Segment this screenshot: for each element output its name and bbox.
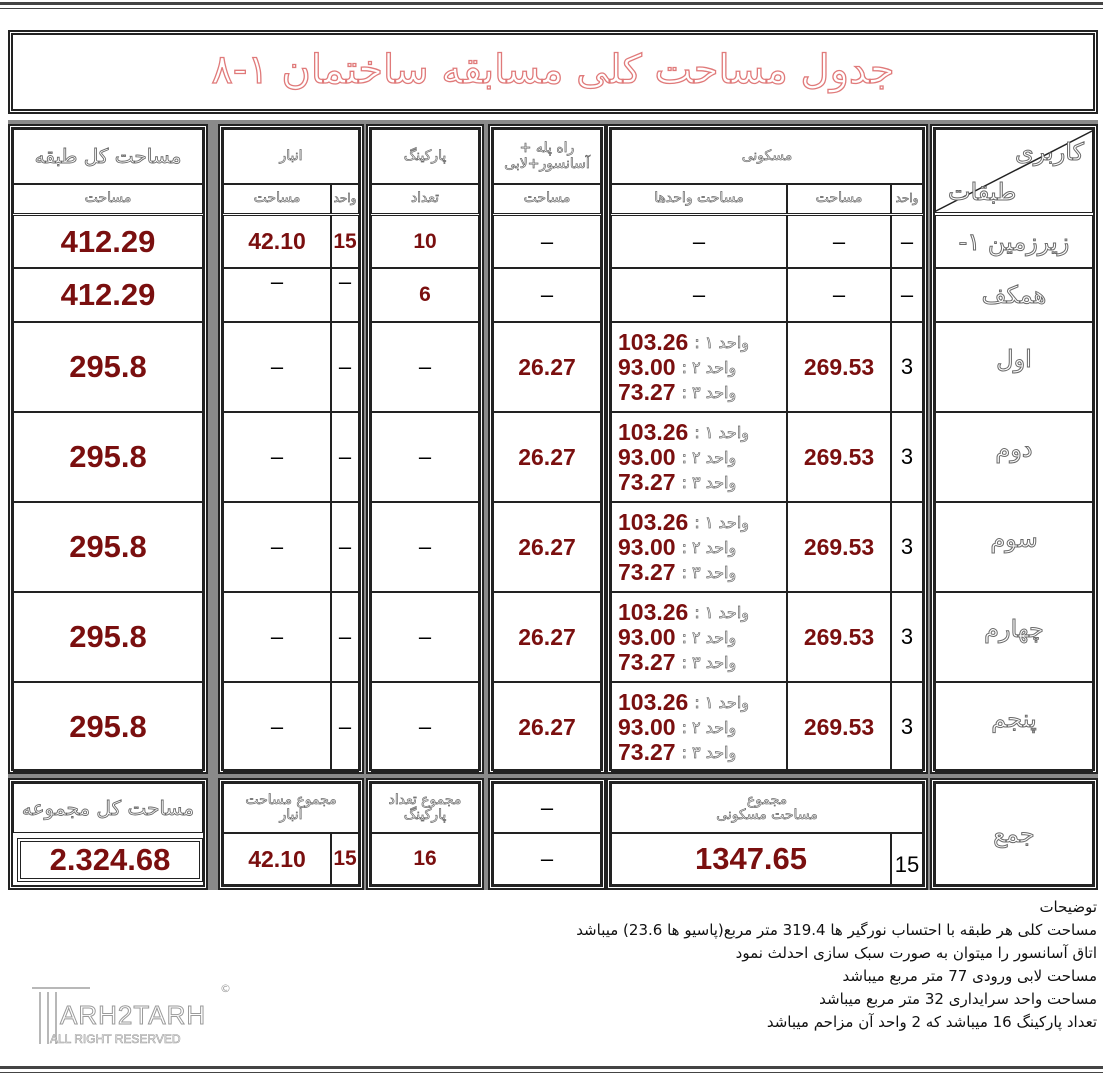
row-floor-cell	[935, 215, 1093, 268]
header-parking	[371, 129, 479, 184]
notes-section	[397, 896, 1097, 1034]
unit-area-label: واحد ۲ :	[681, 537, 737, 557]
totals-res-area: 1347.65	[694, 841, 808, 876]
unit-area-label: واحد ۱ :	[694, 692, 749, 712]
row-stair-cell	[493, 215, 601, 268]
totals-res-area-cell	[611, 833, 891, 885]
header-storage-label: انبار	[279, 147, 303, 164]
totals-storage-area: 42.10	[248, 845, 306, 872]
subheader-units-label: واحد	[895, 191, 919, 206]
subheader-total-area	[13, 184, 203, 214]
row-storage-units-cell	[331, 412, 359, 502]
row-units: 3	[900, 534, 914, 559]
totals-res-label: مجموع مساحت مسکونی	[716, 791, 818, 823]
row-res-area-cell	[787, 592, 891, 682]
row-total-cell	[13, 322, 203, 412]
subheader-unit-areas-label: مساحت واحدها	[654, 190, 744, 207]
row-storage-area: –	[270, 534, 284, 559]
totals-total-label-cell	[13, 783, 203, 833]
unit-area-label: واحد ۳ :	[681, 562, 737, 582]
subheader-stair-area	[493, 184, 601, 214]
header-residential	[611, 129, 923, 184]
row-unit-areas-cell	[611, 215, 787, 268]
unit-area-line	[618, 715, 736, 740]
row-stair-cell	[493, 268, 601, 322]
row-res-area: 269.53	[803, 713, 875, 740]
row-units: 3	[900, 354, 914, 379]
row-units-cell	[891, 592, 923, 682]
totals-storage-label-cell	[223, 783, 359, 833]
row-unit-areas: –	[692, 282, 706, 307]
unit-area-value: 103.26	[618, 508, 689, 535]
row-floor-label: همکف	[981, 281, 1047, 309]
totals-storage-label: مجموع مساحت انبار	[245, 791, 337, 823]
subheader-storage-units-label: واحد	[333, 191, 357, 206]
grand-total-cell	[17, 838, 203, 882]
row-parking: 6	[419, 283, 431, 306]
row-storage-area-cell	[223, 322, 331, 412]
copyright-icon: ©	[220, 982, 231, 995]
unit-area-label: واحد ۳ :	[681, 742, 737, 762]
header-parking-label: پارکینگ	[403, 147, 447, 164]
row-units: –	[900, 282, 914, 307]
row-res-area-cell	[787, 268, 891, 322]
unit-area-label: واحد ۳ :	[681, 382, 737, 402]
row-res-area-cell	[787, 215, 891, 268]
row-units-cell	[891, 268, 923, 322]
row-total-cell	[13, 682, 203, 772]
row-total-cell	[13, 412, 203, 502]
row-stair-cell	[493, 682, 601, 772]
totals-parking: 16	[413, 847, 437, 870]
row-storage-area: 42.10	[248, 228, 306, 254]
row-unit-areas-cell	[611, 322, 787, 412]
top-border-line	[0, 2, 1103, 5]
row-floor-cell	[935, 682, 1093, 772]
totals-res-label-cell	[611, 783, 923, 833]
totals-parking-cell	[371, 833, 479, 885]
subheader-total-area-label: مساحت	[84, 190, 132, 207]
unit-area-label: واحد ۱ :	[694, 512, 749, 532]
note-line: مساحت لابی ورودی 77 متر مربع میباشد	[842, 967, 1097, 985]
row-parking-cell	[371, 322, 479, 412]
header-storage	[223, 129, 359, 184]
title-box	[8, 30, 1098, 114]
row-storage-area: –	[270, 624, 284, 649]
unit-area-line	[618, 600, 749, 625]
row-unit-areas: –	[692, 228, 706, 254]
row-storage-units-cell	[331, 592, 359, 682]
row-stair: –	[540, 228, 554, 254]
totals-storage-area-cell	[223, 833, 331, 885]
unit-area-value: 103.26	[618, 688, 689, 715]
note-line: مساحت کلی هر طبقه با احتساب نورگیر ها 319.4 متر مربع(پاسیو ها 23.6) میباشد	[576, 921, 1097, 939]
unit-area-value: 73.27	[618, 648, 676, 675]
subheader-stair-area-label: مساحت	[523, 190, 571, 207]
row-total-value: 295.8	[69, 529, 147, 564]
row-storage-area: –	[270, 444, 284, 469]
row-stair: 26.27	[518, 353, 576, 380]
row-stair-cell	[493, 502, 601, 592]
row-storage-area-cell	[223, 215, 331, 268]
grand-total-value: 2.324.68	[49, 842, 171, 877]
header-usage-label: کاربری	[1015, 138, 1085, 166]
totals-stair: –	[540, 846, 554, 871]
row-parking: 10	[413, 229, 437, 253]
unit-area-value: 73.27	[618, 468, 676, 495]
notes-heading: توضیحات	[1039, 898, 1097, 916]
row-total-cell	[13, 592, 203, 682]
unit-area-line	[618, 470, 736, 495]
header-total-floor-label: مساحت کل طبقه	[34, 144, 182, 168]
row-total-cell	[13, 268, 203, 322]
row-parking: –	[418, 444, 432, 469]
unit-area-line	[618, 535, 736, 560]
row-storage-units-cell	[331, 215, 359, 268]
unit-area-label: واحد ۱ :	[694, 602, 749, 622]
row-units: 3	[900, 444, 914, 469]
row-parking-cell	[371, 268, 479, 322]
row-units-cell	[891, 322, 923, 412]
row-storage-units-cell	[331, 322, 359, 412]
row-stair: 26.27	[518, 713, 576, 740]
unit-area-line	[618, 330, 749, 355]
row-res-area-cell	[787, 412, 891, 502]
row-total-value: 295.8	[69, 439, 147, 474]
unit-area-line	[618, 690, 749, 715]
totals-res-units-cell	[891, 833, 923, 885]
unit-area-value: 93.00	[618, 713, 676, 740]
row-total-value: 295.8	[69, 349, 147, 384]
header-stair-label: راه پله + آسانسور+لابی	[504, 140, 590, 172]
unit-area-label: واحد ۲ :	[681, 627, 737, 647]
header-total-floor	[13, 129, 203, 184]
row-floor-label: زیرزمین ۱-	[958, 227, 1070, 256]
unit-area-label: واحد ۳ :	[681, 652, 737, 672]
unit-area-line	[618, 445, 736, 470]
row-floor-label: دوم	[995, 435, 1033, 463]
subheader-count	[371, 184, 479, 214]
row-storage-area: –	[270, 269, 284, 294]
row-parking: –	[418, 714, 432, 739]
row-unit-areas-cell	[611, 592, 787, 682]
row-stair: 26.27	[518, 533, 576, 560]
subheader-storage-area	[223, 184, 331, 214]
row-stair: –	[540, 282, 554, 307]
row-stair-cell	[493, 322, 601, 412]
row-storage-area-cell	[223, 268, 331, 322]
row-storage-area: –	[270, 354, 284, 379]
totals-label: جمع	[993, 820, 1035, 848]
unit-area-value: 93.00	[618, 533, 676, 560]
totals-res-units: 15	[894, 852, 920, 877]
row-storage-area-cell	[223, 412, 331, 502]
unit-area-line	[618, 510, 749, 535]
unit-area-value: 73.27	[618, 558, 676, 585]
row-storage-units: 15	[333, 229, 357, 253]
unit-area-line	[618, 420, 749, 445]
unit-area-label: واحد ۲ :	[681, 357, 737, 377]
header-usage	[1015, 138, 1085, 166]
row-storage-units: –	[338, 624, 352, 649]
unit-area-label: واحد ۱ :	[694, 332, 749, 352]
row-total-cell	[13, 215, 203, 268]
note-line: مساحت واحد سرایداری 32 متر مربع میباشد	[819, 990, 1097, 1008]
row-storage-units-cell	[331, 502, 359, 592]
unit-area-label: واحد ۳ :	[681, 472, 737, 492]
page-title: جدول مساحت کلی مسابقه ساختمان ۱-۸	[211, 47, 895, 93]
row-total-value: 412.29	[60, 223, 156, 259]
unit-area-line	[618, 625, 736, 650]
row-storage-units: –	[338, 269, 352, 294]
row-res-area: 269.53	[803, 443, 875, 470]
row-units: 3	[900, 624, 914, 649]
row-unit-areas-cell	[611, 502, 787, 592]
row-stair: 26.27	[518, 443, 576, 470]
row-total-value: 295.8	[69, 619, 147, 654]
subheader-unit-areas	[611, 184, 787, 214]
row-floor-cell	[935, 502, 1093, 592]
row-units-cell	[891, 682, 923, 772]
subheader-units	[891, 184, 923, 214]
unit-area-line	[618, 650, 736, 675]
bottom-border-line-thin	[0, 1072, 1103, 1073]
unit-area-label: واحد ۱ :	[694, 422, 749, 442]
note-line: اتاق آسانسور را میتوان به صورت سبک سازی احدلث نمود	[735, 944, 1097, 962]
totals-label-cell	[935, 783, 1093, 885]
row-floor-cell	[935, 268, 1093, 322]
header-floors-label: طبقات	[948, 178, 1017, 206]
row-unit-areas-cell	[611, 412, 787, 502]
row-total-cell	[13, 502, 203, 592]
row-floor-label: اول	[996, 345, 1032, 373]
row-parking-cell	[371, 682, 479, 772]
unit-area-value: 103.26	[618, 328, 689, 355]
logo-tagline: ALL RIGHT RESERVED	[50, 1032, 181, 1046]
row-total-value: 295.8	[69, 709, 147, 744]
totals-parking-label: مجموع تعداد پارکینگ	[388, 791, 462, 823]
row-res-area: 269.53	[803, 353, 875, 380]
totals-parking-label-cell	[371, 783, 479, 833]
unit-area-value: 103.26	[618, 598, 689, 625]
unit-area-value: 73.27	[618, 738, 676, 765]
unit-area-value: 93.00	[618, 353, 676, 380]
logo	[30, 982, 240, 1052]
row-parking-cell	[371, 592, 479, 682]
row-storage-units: –	[338, 534, 352, 559]
bottom-border-line	[0, 1066, 1103, 1069]
row-units-cell	[891, 502, 923, 592]
row-storage-area-cell	[223, 682, 331, 772]
header-floors-text	[948, 178, 1018, 206]
row-floor-cell	[935, 322, 1093, 412]
row-floor-label: سوم	[990, 525, 1038, 553]
row-parking: –	[418, 534, 432, 559]
totals-storage-units-cell	[331, 833, 359, 885]
row-storage-area: –	[270, 714, 284, 739]
row-res-area: –	[832, 228, 846, 254]
unit-area-line	[618, 380, 736, 405]
unit-area-label: واحد ۲ :	[681, 717, 737, 737]
row-floor-label: پنجم	[991, 705, 1037, 733]
row-floor-label: چهارم	[984, 615, 1044, 643]
unit-area-value: 93.00	[618, 623, 676, 650]
subheader-res-area	[787, 184, 891, 214]
subheader-count-label: تعداد	[410, 190, 440, 207]
row-units: 3	[900, 714, 914, 739]
row-total-value: 412.29	[60, 277, 156, 312]
row-stair-cell	[493, 412, 601, 502]
row-units-cell	[891, 215, 923, 268]
row-unit-areas-cell	[611, 268, 787, 322]
unit-area-label: واحد ۲ :	[681, 447, 737, 467]
row-floor-cell	[935, 592, 1093, 682]
row-units-cell	[891, 412, 923, 502]
unit-area-value: 103.26	[618, 418, 689, 445]
unit-area-line	[618, 560, 736, 585]
row-res-area-cell	[787, 502, 891, 592]
header-residential-label: مسکونی	[741, 147, 793, 164]
row-parking-cell	[371, 215, 479, 268]
totals-total-label: مساحت کل مجموعه	[21, 795, 195, 820]
row-res-area-cell	[787, 322, 891, 412]
row-stair: 26.27	[518, 623, 576, 650]
totals-storage-units: 15	[333, 847, 357, 870]
totals-stair-label-cell	[493, 783, 601, 833]
top-border-line-thin	[0, 8, 1103, 9]
row-res-area-cell	[787, 682, 891, 772]
row-unit-areas-cell	[611, 682, 787, 772]
row-parking-cell	[371, 412, 479, 502]
row-res-area: –	[832, 282, 846, 307]
row-parking: –	[418, 624, 432, 649]
row-res-area: 269.53	[803, 623, 875, 650]
totals-stair-cell	[493, 833, 601, 885]
row-storage-units: –	[338, 714, 352, 739]
unit-area-value: 73.27	[618, 378, 676, 405]
row-storage-area-cell	[223, 592, 331, 682]
row-storage-units-cell	[331, 682, 359, 772]
subheader-storage-units	[331, 184, 359, 214]
row-floor-cell	[935, 412, 1093, 502]
row-units: –	[900, 228, 914, 254]
totals-stair-label: –	[540, 795, 554, 820]
row-stair-cell	[493, 592, 601, 682]
row-res-area: 269.53	[803, 533, 875, 560]
row-storage-units: –	[338, 354, 352, 379]
unit-area-value: 93.00	[618, 443, 676, 470]
row-parking-cell	[371, 502, 479, 592]
row-storage-area-cell	[223, 502, 331, 592]
header-stair	[493, 129, 601, 184]
unit-area-line	[618, 355, 736, 380]
unit-area-line	[618, 740, 736, 765]
subheader-res-area-label: مساحت	[815, 190, 863, 207]
subheader-storage-area-label: مساحت	[253, 190, 301, 207]
note-line: تعداد پارکینگ 16 میباشد که 2 واحد آن مزاحم میباشد	[766, 1013, 1097, 1031]
logo-name: ARH2TARH	[60, 1000, 207, 1030]
row-storage-units-cell	[331, 268, 359, 322]
row-parking: –	[418, 354, 432, 379]
row-storage-units: –	[338, 444, 352, 469]
